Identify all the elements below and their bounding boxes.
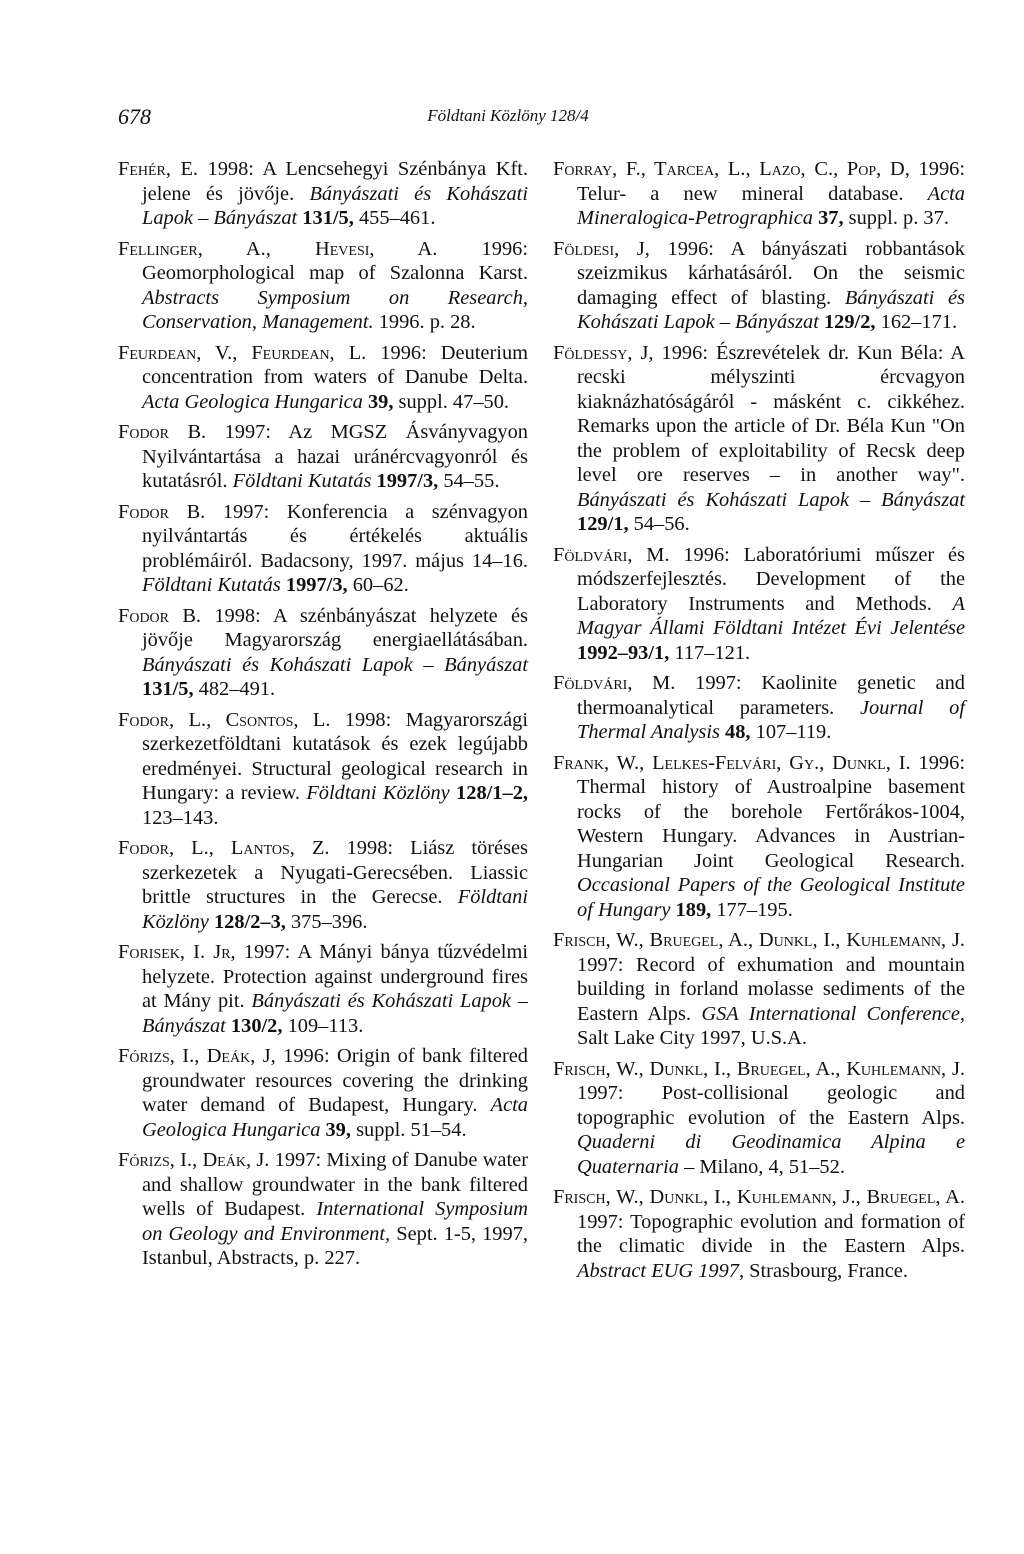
reference-entry [118,341,528,415]
reference-source: Bányászati és Kohászati Lapok – Bányászat [577,286,965,333]
reference-text: 1997: A Mányi bánya tűzvédelmi helyzete. Protection against underground fires at Mány pit. [142,941,528,1012]
reference-volume: 189, [670,898,712,921]
journal-title: Földtani Közlöny 128/4 [427,106,589,125]
reference-authors: Frisch, W., Dunkl, I., Bruegel, A., Kuhlemann, J. [553,1057,965,1080]
reference-text: 1996: A bányászati robbantások szeizmikus kárhatásáról. On the seismic damaging effect of blasting. [577,237,966,309]
reference-source: Acta Geologica Hungarica [142,390,363,413]
reference-pages: 107–119. [750,721,832,743]
reference-authors: Fórizs, I., Deák, J, [118,1045,276,1067]
reference-source: Bányászati és Kohászati Lapok – Bányászat [577,488,965,511]
reference-authors: Frisch, W., Bruegel, A., Dunkl, I., Kuhlemann, J. [553,929,965,951]
reference-entry [118,157,528,231]
reference-pages: Strasbourg, France. [744,1259,908,1282]
reference-text: 1996: Észrevételek dr. Kun Béla: A recski mélyszinti ércvagyon kiaknázhatóságáról - másként c. cikkéhez. Remarks upon the article of Dr. Béla Kun "On the problem of exploitability of Recsk deep level ore reserves – in another way". [577,341,965,486]
reference-pages: Salt Lake City 1997, U.S.A. [577,1027,807,1049]
reference-pages: 482–491. [193,678,276,700]
reference-authors: Fodor, L., Csontos, L. [118,708,331,731]
reference-entry [553,157,965,231]
reference-entry [118,1148,528,1271]
reference-source: GSA International Conference, [701,1002,965,1025]
reference-text: 1997: Az MGSZ Ásványvagyon Nyilvántartása a hazai uránércvagyonról és kutatásról. [142,421,528,492]
reference-entry [553,543,965,666]
reference-volume: 1992–93/1, [577,641,670,664]
reference-authors: Fodor B. [118,421,207,443]
reference-authors: Fodor, L., Lantos, Z. [118,837,330,859]
reference-source: Földtani Kutatás [142,574,281,596]
reference-text: 1997: Record of exhumation and mountain building in forland molasse sediments of the Eastern Alps. [577,953,965,1025]
reference-text: 1997: Konferencia a szénvagyon nyilvántartás és értékelés aktuális problémáiról. Badacsony, 1997. május 14–16. [142,500,528,572]
page-number: 678 [118,104,151,129]
reference-text: 1998: A szénbányászat helyzete és jövője Magyarország energiaellátásában. [142,604,528,651]
reference-source: Journal of Thermal Analysis [577,696,965,743]
reference-pages: 60–62. [347,574,409,596]
reference-entry [553,341,965,537]
reference-source: Bányászati és Kohászati Lapok – Bányászat [142,653,528,676]
reference-pages: – Milano, 4, 51–52. [678,1155,845,1178]
reference-source: Földtani Közlöny [306,782,450,804]
reference-entry [553,751,965,923]
reference-source: Bányászati és Kohászati Lapok – Bányászat [142,990,528,1037]
reference-text: 1998: Liász töréses szerkezetek a Nyugati-Gerecsében. Liassic brittle structures in the Gerecse. [142,837,528,908]
page-header [118,104,898,134]
reference-volume: 1997/3, [371,470,439,492]
reference-entry [553,237,965,335]
reference-entry [118,500,528,598]
reference-authors: Földessy, J, [553,341,654,364]
reference-authors: Forray, F., Tarcea, L., Lazo, C., Pop, D, [553,158,910,180]
reference-authors: Fodor B. [118,604,202,627]
reference-pages: 1996. p. 28. [373,311,476,333]
reference-entry [118,836,528,934]
reference-source: Abstract EUG 1997, [577,1259,745,1282]
reference-text: 1997: Topographic evolution and formation of the climatic divide in the Eastern Alps. [577,1210,965,1257]
reference-entry [553,1185,965,1283]
reference-volume: 129/2, [818,311,876,333]
reference-entry [553,1057,965,1180]
reference-source: Abstracts Symposium on Research, Conservation, Management. [142,286,528,333]
reference-pages: Sept. 1-5, 1997, Istanbul, Abstracts, p. 227. [142,1222,528,1269]
reference-text: 1996: Origin of bank filtered groundwater resources covering the drinking water demand of Budapest, Hungary. [142,1045,528,1116]
reference-entry [118,940,528,1038]
reference-text: 1997: Post-collisional geologic and topographic evolution of the Eastern Alps. [577,1082,965,1129]
reference-source: Bányászati és Kohászati Lapok – Bányászat [142,182,528,229]
reference-text: 1997: Mixing of Danube water and shallow groundwater in the bank filtered wells of Budapest. [142,1149,528,1220]
reference-authors: Földvári, M. [553,672,676,694]
reference-authors: Fehér, E. [118,158,199,180]
reference-source: Quaderni di Geodinamica Alpina e Quaternaria [577,1131,965,1178]
reference-volume: 39, [320,1118,351,1141]
reference-pages: 375–396. [285,910,368,933]
reference-text: 1998: Magyarországi szerkezetföldtani kutatások és ezek legújabb eredményei. Structural geological research in Hungary: a review. [142,708,528,804]
reference-authors: Fodor B. [118,500,206,523]
right-column [553,157,965,1289]
reference-volume: 131/5, [142,678,194,700]
reference-volume: 39, [362,390,394,413]
reference-source: Occasional Papers of the Geological Institute of Hungary [577,874,965,921]
reference-entry [553,928,965,1051]
reference-volume: 1997/3, [280,574,348,596]
reference-pages: 117–121. [669,641,751,664]
reference-pages: 177–195. [711,898,793,921]
reference-pages: 162–171. [875,311,958,333]
reference-pages: suppl. 51–54. [350,1118,467,1141]
reference-entry [553,671,965,745]
reference-entry [118,237,528,335]
reference-pages: suppl. 47–50. [393,390,510,413]
reference-entry [118,1044,528,1142]
reference-pages: 455–461. [353,207,436,229]
reference-authors: Forisek, I. Jr, [118,941,236,963]
reference-source: Acta Mineralogica-Petrographica [577,182,965,229]
reference-text: 1996: Telur- a new mineral database. [577,158,965,205]
reference-pages: 109–113. [282,1014,364,1037]
reference-pages: 54–55. [438,470,500,492]
reference-text: 1996: Laboratóriumi műszer és módszerfejlesztés. Development of the Laboratory Instruments and Methods. [577,543,965,615]
reference-source: Acta Geologica Hungarica [142,1094,528,1141]
reference-volume: 130/2, [225,1014,283,1037]
reference-authors: Frank, W., Lelkes-Felvári, Gy., Dunkl, I. [553,751,911,774]
reference-entry [118,708,528,831]
reference-source: Földtani Kutatás [232,470,372,492]
reference-volume: 131/5, [297,207,354,229]
reference-volume: 37, [812,207,844,229]
reference-pages: 123–143. [142,806,219,829]
reference-authors: Földesi, J, [553,237,650,260]
reference-text: 1997: Kaolinite genetic and thermoanalytical parameters. [577,672,965,719]
reference-source: Földtani Közlöny [142,886,528,933]
reference-authors: Fórizs, I., Deák, J. [118,1149,270,1171]
reference-volume: 128/2–3, [208,910,286,933]
reference-source: A Magyar Állami Földtani Intézet Évi Jelentése [577,592,965,639]
reference-text: 1996: Geomorphological map of Szalonna Karst. [142,237,528,284]
reference-pages: 54–56. [628,513,690,535]
reference-entry [118,420,528,494]
reference-authors: Földvári, M. [553,543,670,566]
reference-text: 1996: Deuterium concentration from waters of Danube Delta. [142,341,528,388]
reference-source: International Symposium on Geology and Environment, [142,1198,529,1245]
left-column [118,157,528,1277]
reference-authors: Feurdean, V., Feurdean, L. [118,341,367,364]
reference-text: 1996: Thermal history of Austroalpine basement rocks of the borehole Fertőrákos-1004, Western Hungary. Advances in Austrian-Hungarian Joint Geological Research. [577,751,965,872]
reference-volume: 129/1, [577,513,629,535]
reference-text: 1998: A Lencsehegyi Szénbánya Kft. jelene és jövője. [142,158,528,205]
reference-authors: Frisch, W., Dunkl, I., Kuhlemann, J., Bruegel, A. [553,1186,965,1208]
reference-volume: 48, [719,721,751,743]
reference-pages: suppl. p. 37. [843,207,949,229]
reference-authors: Fellinger, A., Hevesi, A. [118,237,438,260]
reference-entry [118,604,528,702]
reference-volume: 128/1–2, [449,782,528,804]
